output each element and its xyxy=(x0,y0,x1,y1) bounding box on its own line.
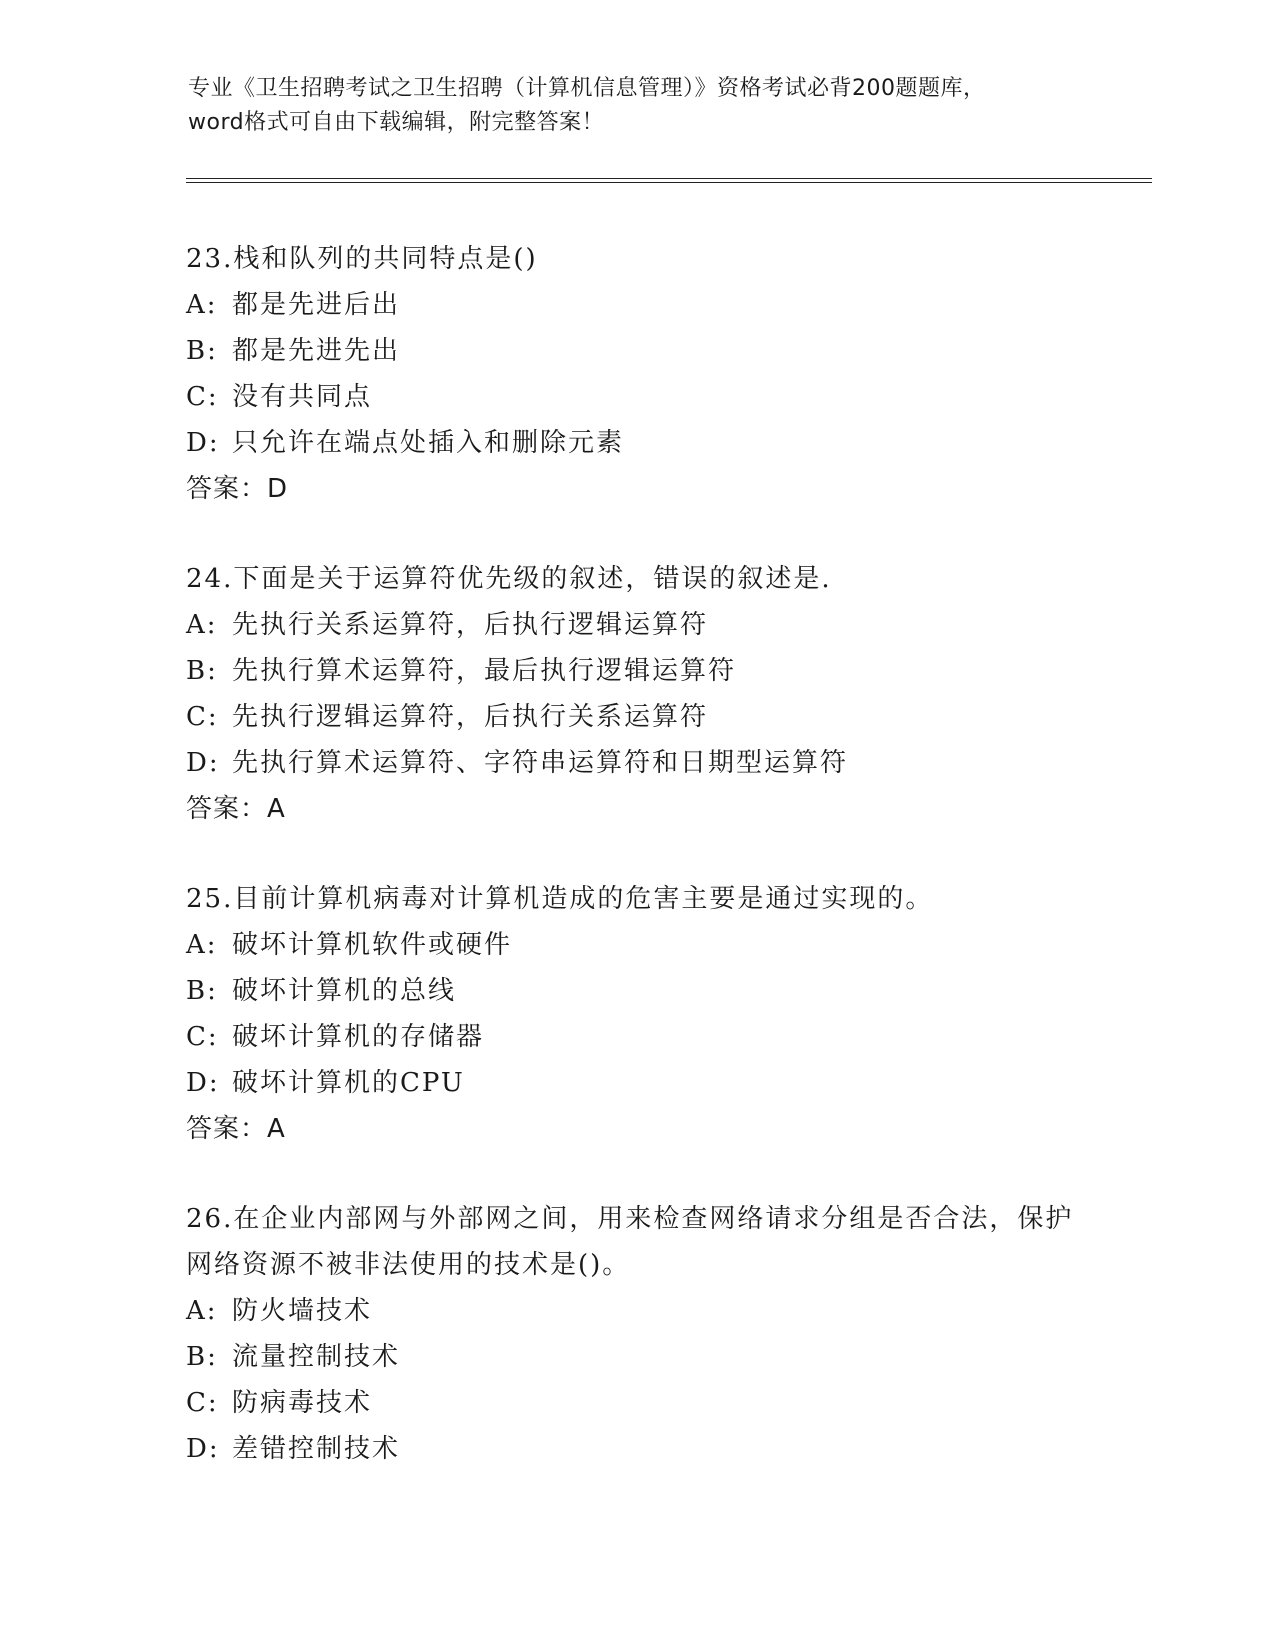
question-24 xyxy=(186,556,1086,832)
document-header xyxy=(188,72,1088,140)
option-b xyxy=(186,328,1086,374)
option-letter: D: xyxy=(186,428,220,458)
option-letter: A: xyxy=(186,290,218,320)
option-b xyxy=(186,648,1086,694)
answer-line: 答案：A xyxy=(186,1114,286,1144)
question-23 xyxy=(186,236,1086,512)
option-letter: A: xyxy=(186,1296,218,1326)
option-text: 先执行算术运算符，最后执行逻辑运算符 xyxy=(232,656,737,686)
option-d xyxy=(186,1060,1086,1106)
question-stem: 25.目前计算机病毒对计算机造成的危害主要是通过实现的。 xyxy=(186,884,934,914)
option-text: 都是先进先出 xyxy=(232,336,401,366)
option-d xyxy=(186,740,1086,786)
option-text: 防病毒技术 xyxy=(232,1388,373,1418)
option-text: 没有共同点 xyxy=(232,382,373,412)
option-b xyxy=(186,1334,1086,1380)
option-letter: C: xyxy=(186,1388,219,1418)
option-text: 先执行关系运算符，后执行逻辑运算符 xyxy=(232,610,709,640)
option-text: 破坏计算机的CPU xyxy=(232,1068,465,1098)
option-letter: C: xyxy=(186,1022,219,1052)
option-d xyxy=(186,1426,1086,1472)
option-letter: D: xyxy=(186,1434,220,1464)
header-divider-top xyxy=(186,178,1152,179)
option-text: 先执行逻辑运算符，后执行关系运算符 xyxy=(232,702,709,732)
option-letter: D: xyxy=(186,1068,220,1098)
question-25 xyxy=(186,876,1086,1152)
option-letter: B: xyxy=(186,656,218,686)
option-a xyxy=(186,1288,1086,1334)
option-text: 破坏计算机软件或硬件 xyxy=(232,930,513,960)
option-letter: A: xyxy=(186,610,218,640)
option-letter: C: xyxy=(186,702,219,732)
option-letter: D: xyxy=(186,748,220,778)
question-list xyxy=(186,236,1086,1516)
option-text: 防火墙技术 xyxy=(232,1296,373,1326)
option-text: 流量控制技术 xyxy=(232,1342,401,1372)
option-a xyxy=(186,922,1086,968)
option-letter: A: xyxy=(186,930,218,960)
option-a xyxy=(186,282,1086,328)
option-c xyxy=(186,1014,1086,1060)
option-a xyxy=(186,602,1086,648)
option-c xyxy=(186,1380,1086,1426)
option-b xyxy=(186,968,1086,1014)
option-text: 都是先进后出 xyxy=(232,290,401,320)
option-text: 只允许在端点处插入和删除元素 xyxy=(232,428,625,458)
header-divider-bottom xyxy=(186,182,1152,183)
answer-line: 答案：D xyxy=(186,474,289,504)
question-stem: 23.栈和队列的共同特点是() xyxy=(186,244,538,274)
header-line-2: word格式可自由下载编辑，附完整答案！ xyxy=(188,110,605,135)
option-text: 破坏计算机的总线 xyxy=(232,976,457,1006)
option-d xyxy=(186,420,1086,466)
option-text: 差错控制技术 xyxy=(232,1434,401,1464)
question-stem: 24.下面是关于运算符优先级的叙述，错误的叙述是. xyxy=(186,564,832,594)
option-text: 先执行算术运算符、字符串运算符和日期型运算符 xyxy=(232,748,849,778)
option-letter: C: xyxy=(186,382,219,412)
answer-line: 答案：A xyxy=(186,794,286,824)
option-text: 破坏计算机的存储器 xyxy=(232,1022,485,1052)
question-26 xyxy=(186,1196,1086,1472)
option-letter: B: xyxy=(186,336,218,366)
option-letter: B: xyxy=(186,976,218,1006)
header-line-1: 专业《卫生招聘考试之卫生招聘（计算机信息管理）》资格考试必背200题题库， xyxy=(188,76,986,101)
option-letter: B: xyxy=(186,1342,218,1372)
option-c xyxy=(186,374,1086,420)
option-c xyxy=(186,694,1086,740)
question-stem: 26.在企业内部网与外部网之间，用来检查网络请求分组是否合法，保护网络资源不被非法使用的技术是()。 xyxy=(186,1204,1074,1280)
